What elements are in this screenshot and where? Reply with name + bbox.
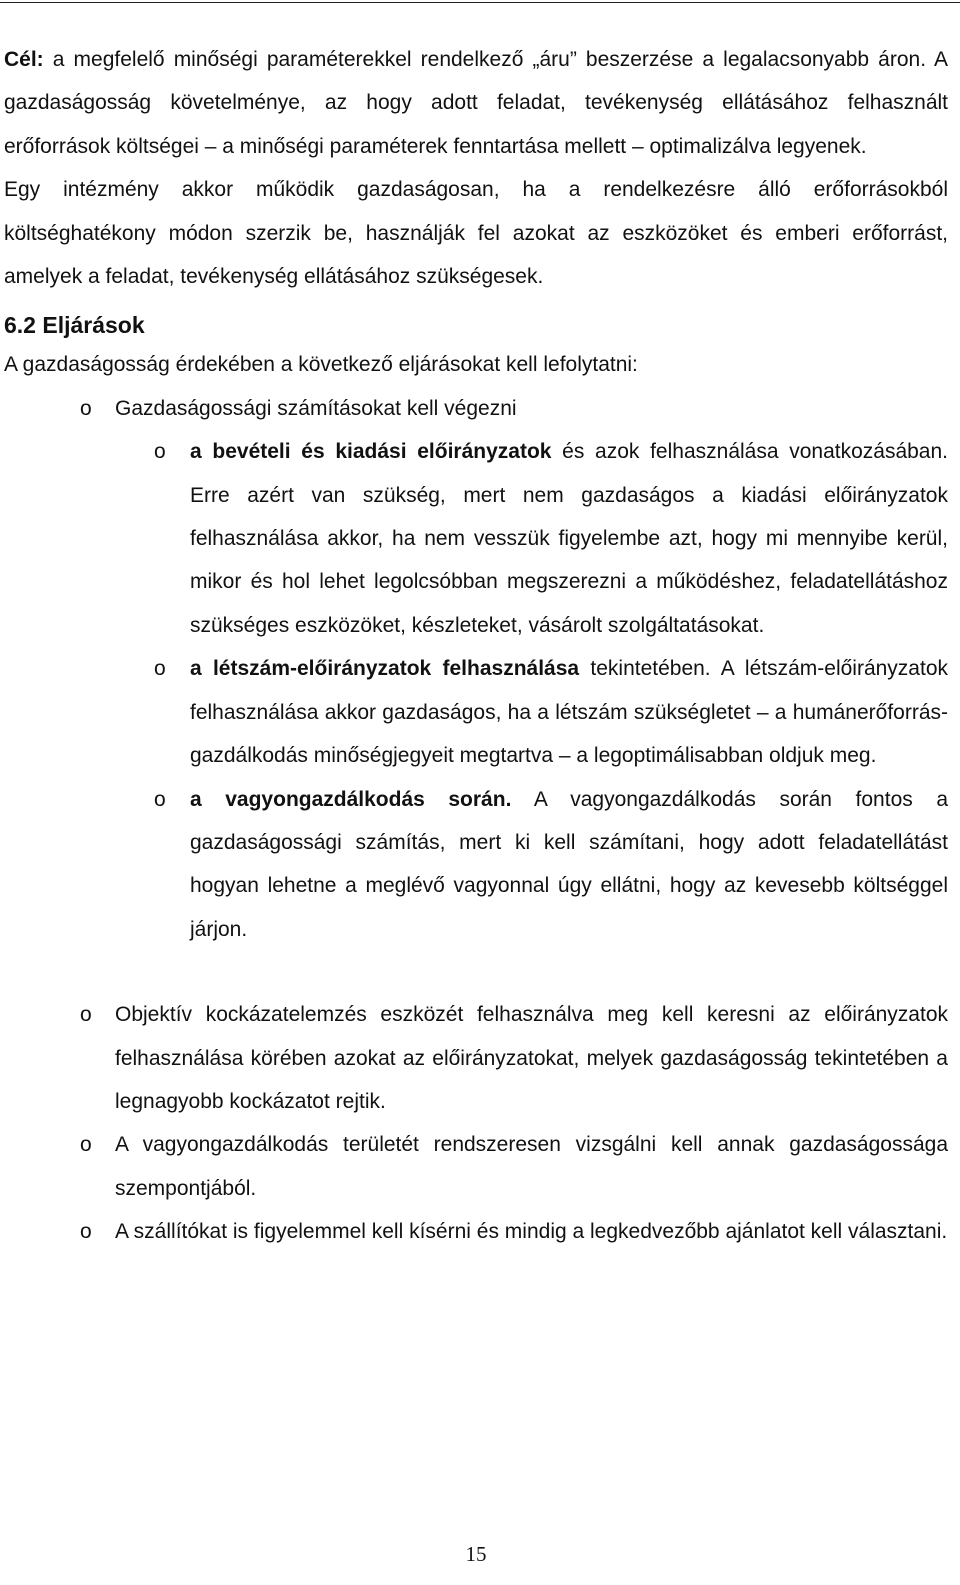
economy-paragraph: Egy intézmény akkor működik gazdaságosan, ha a rendelkezésre álló erőforrásokból költséghatékony módon szerzik be, használják fel azokat az eszközöket és emberi erőforrást, amelyek a feladat, tevékenység ellátásához szükségesek. — [4, 178, 948, 289]
sublist-item — [4, 647, 948, 777]
section-heading: 6.2 Eljárások — [4, 312, 145, 339]
bullet-marker: o — [154, 787, 166, 811]
sublist-item-bold: a vagyongazdálkodás során. — [190, 787, 512, 811]
list-item — [4, 1210, 948, 1253]
sublist-item-text: tekintetében. A létszám-előirányzatok felhasználása akkor gazdaságos, ha a létszám szükségletet – a humánerőforrás-gazdálkodás minőségjegyeit megtartva – a legoptimálisabban oldjuk meg. — [190, 657, 949, 768]
goal-paragraph — [4, 38, 948, 168]
list-item — [4, 993, 948, 1123]
sublist-item-bold: a létszám-előirányzatok felhasználása — [190, 657, 580, 681]
list-item-text: Objektív kockázatelemzés eszközét felhasználva meg kell keresni az előirányzatok felhasználása körében azokat az előirányzatokat, melyek gazdaságosság tekintetében a legnagyobb kockázatot rejtik. — [115, 1003, 948, 1113]
spacer — [4, 951, 948, 993]
sublist-item-text: és azok felhasználása vonatkozásában. Erre azért van szükség, mert nem gazdaságos a kiadási előirányzatok felhasználása akkor, ha nem vesszük figyelembe azt, hogy mi mennyibe kerül, mikor és hol lehet legolcsóbban megszerezni a működéshez, feladatellátáshoz szükséges eszközöket, készleteket, vásárolt szolgáltatásokat. — [190, 440, 948, 637]
list-item-text: A szállítókat is figyelemmel kell kísérni és mindig a legkedvezőbb ajánlatot kell választani. — [115, 1220, 948, 1244]
bullet-marker: o — [154, 657, 166, 681]
bullet-marker: o — [154, 440, 166, 464]
bullet-marker: o — [80, 1003, 92, 1027]
list-item-text: A vagyongazdálkodás területét rendszeresen vizsgálni kell annak gazdaságossága szempontjából. — [115, 1133, 948, 1200]
list-item — [4, 1123, 948, 1210]
sublist-item — [4, 778, 948, 952]
section-lead: A gazdaságosság érdekében a következő eljárásokat kell lefolytatni: — [4, 353, 638, 377]
goal-label: Cél: — [4, 48, 44, 71]
list-item-text: Gazdaságossági számításokat kell végezni — [115, 396, 517, 420]
goal-text: a megfelelő minőségi paraméterekkel rendelkező „áru” beszerzése a legalacsonyabb áron. A gazdaságosság követelménye, az hogy adott feladat, tevékenység ellátásához felhasznált erőforrások költségei – a minőségi paraméterek fenntartása mellett – optimalizálva legyenek. — [4, 48, 948, 158]
document-body — [4, 38, 948, 1254]
sublist-item-bold: a bevételi és kiadási előirányzatok — [190, 440, 552, 464]
top-rule — [0, 2, 960, 3]
bullet-marker: o — [80, 396, 92, 420]
sublist-item-text: A vagyongazdálkodás során fontos a gazdaságossági számítás, mert ki kell számítani, hogy adott feladatellátást hogyan lehetne a meglévő vagyonnal úgy ellátni, hogy az kevesebb költséggel járjon. — [190, 787, 948, 941]
sublist-item — [4, 430, 948, 647]
list-item — [4, 387, 948, 430]
bullet-marker: o — [80, 1133, 92, 1157]
page-number: 15 — [465, 1542, 487, 1566]
bullet-marker: o — [80, 1220, 92, 1244]
